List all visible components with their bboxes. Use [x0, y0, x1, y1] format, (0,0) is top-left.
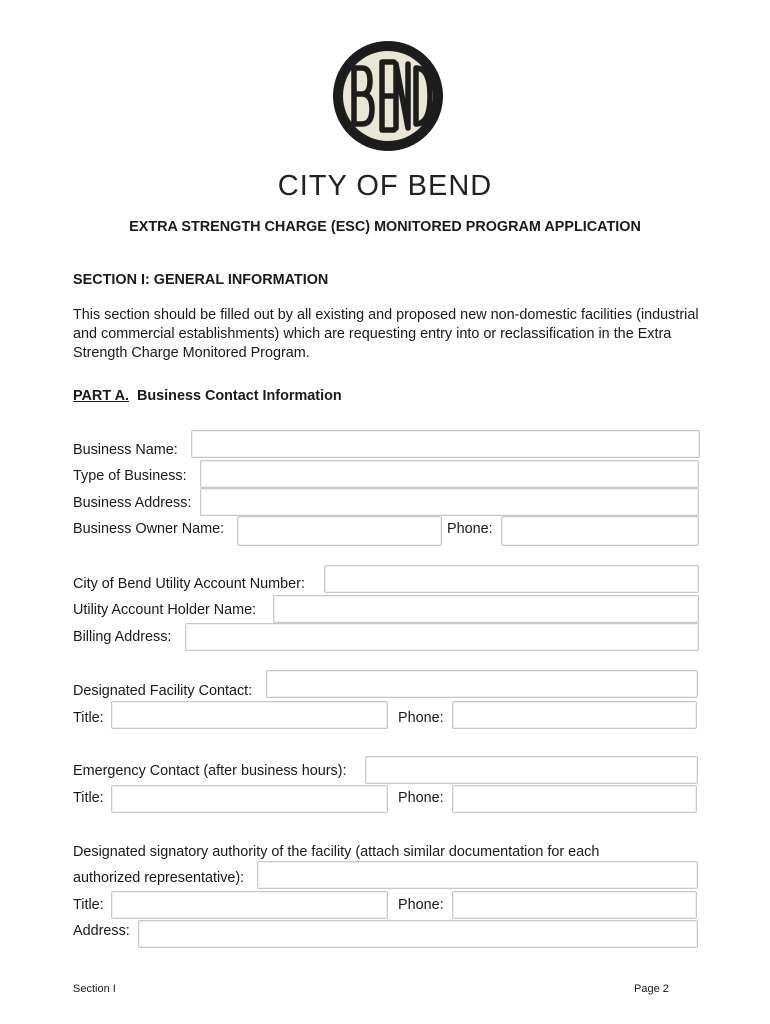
- signatory-title-label: Title:: [73, 897, 104, 913]
- city-name: CITY OF BEND: [277, 170, 493, 202]
- facility-phone-input[interactable]: [452, 701, 697, 729]
- emergency-title-input[interactable]: [111, 785, 388, 813]
- billing-address-input[interactable]: [185, 623, 699, 651]
- utility-account-number-input[interactable]: [324, 565, 699, 593]
- signatory-phone-input[interactable]: [452, 891, 697, 919]
- facility-contact-label: Designated Facility Contact:: [73, 683, 253, 699]
- form-title: EXTRA STRENGTH CHARGE (ESC) MONITORED PROGRAM APPLICATION: [129, 219, 641, 235]
- business-address-label: Business Address:: [73, 495, 192, 511]
- facility-title-label: Title:: [73, 710, 104, 726]
- business-address-input[interactable]: [200, 488, 699, 516]
- signatory-label-line1: Designated signatory authority of the facility (attach similar documentation for each: [73, 844, 600, 860]
- signatory-phone-label: Phone:: [398, 897, 444, 913]
- section-intro: This section should be filled out by all existing and proposed new non-domestic facilities (industrial and commercial establishments) which are requesting entry into or reclassification in the Extra Strength Charge Monitored Program.: [73, 307, 699, 361]
- billing-address-label: Billing Address:: [73, 629, 172, 645]
- utility-account-holder-label: Utility Account Holder Name:: [73, 602, 257, 618]
- signatory-label-line2: authorized representative):: [73, 870, 245, 886]
- facility-title-input[interactable]: [111, 701, 388, 729]
- footer-section: Section I: [73, 983, 116, 995]
- signatory-address-input[interactable]: [138, 920, 698, 948]
- city-of-bend-logo: [330, 38, 446, 154]
- emergency-phone-input[interactable]: [452, 785, 697, 813]
- business-name-label: Business Name:: [73, 442, 178, 458]
- emergency-contact-input[interactable]: [365, 756, 698, 784]
- utility-account-number-label: City of Bend Utility Account Number:: [73, 576, 305, 592]
- signatory-title-input[interactable]: [111, 891, 388, 919]
- section-heading: SECTION I: GENERAL INFORMATION: [73, 272, 329, 288]
- utility-account-holder-input[interactable]: [273, 595, 699, 623]
- part-a-heading: [73, 388, 342, 404]
- owner-phone-input[interactable]: [501, 516, 699, 546]
- emergency-title-label: Title:: [73, 790, 104, 806]
- signatory-input[interactable]: [257, 861, 698, 889]
- facility-contact-input[interactable]: [266, 670, 698, 698]
- emergency-phone-label: Phone:: [398, 790, 444, 806]
- type-of-business-input[interactable]: [200, 460, 699, 488]
- part-a-label: PART A.: [73, 388, 129, 404]
- footer-page-number: Page 2: [634, 983, 669, 995]
- type-of-business-label: Type of Business:: [73, 468, 187, 484]
- bend-seal-icon: [330, 38, 446, 154]
- owner-phone-label: Phone:: [447, 521, 493, 537]
- business-owner-name-label: Business Owner Name:: [73, 521, 225, 537]
- business-name-input[interactable]: [191, 430, 700, 458]
- part-a-title: Business Contact Information: [136, 388, 342, 404]
- facility-phone-label: Phone:: [398, 710, 444, 726]
- emergency-contact-label: Emergency Contact (after business hours):: [73, 763, 347, 779]
- business-owner-name-input[interactable]: [237, 516, 442, 546]
- signatory-address-label: Address:: [73, 923, 130, 939]
